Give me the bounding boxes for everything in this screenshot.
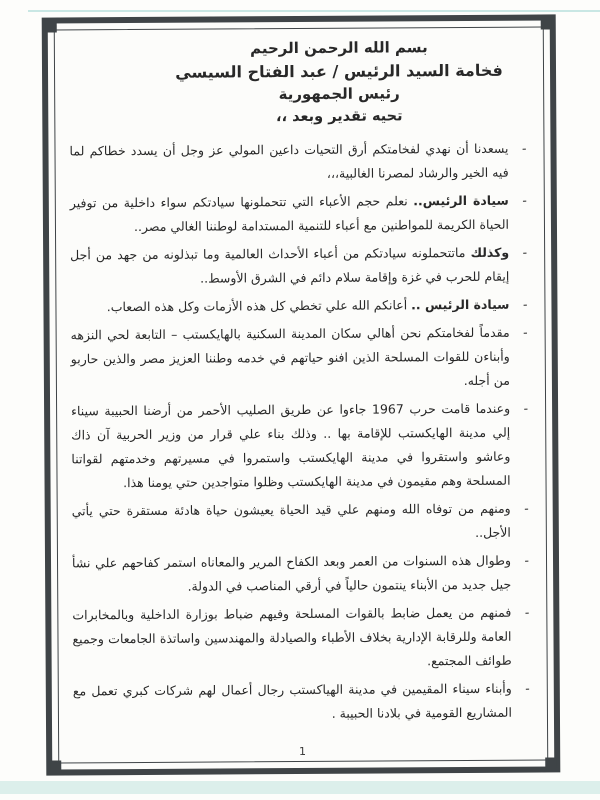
bullet-text: ومنهم من توفاه الله ومنهم علي قيد الحياة يعيشون حياة هادئة مستقرة حتي يأتي الأجل.. (71, 500, 511, 540)
salutation-line: تحيه تقدير وبعد ،، (275, 108, 403, 126)
bullet-dash: - (523, 400, 529, 416)
page-number: 1 (298, 744, 307, 759)
bullet-item (69, 137, 529, 188)
document-border-frame (42, 14, 561, 775)
bullet-text: يسعدنا أن نهدي لفخامتكم أرق التحيات داعين المولي عز وجل أن يسدد خطاكم لما فيه الخير والرشاد لمصرنا الغالبية،،، (69, 140, 509, 181)
bullet-item (72, 549, 532, 600)
letter-header (149, 32, 530, 130)
bullet-dash: - (522, 244, 528, 260)
bullet-text: ماتتحملونه سيادتكم من أعباء الأحداث العالمية وما تبذلونه من جهد من أجل إيقام للحرب في غزة وإقامة سلام دائم في الشرق الأوسط.. (70, 244, 510, 286)
bullet-dash: - (522, 296, 528, 312)
bullet-item (71, 321, 531, 396)
bullet-text: فمنهم من يعمل ضابط بالقوات المسلحة وفيهم ضباط بوزارة الداخلية وبالمخابرات العامة وللرقابة الإدارية بخلاف الأطباء والصيادلة والمهندسين واساتذة الجامعات وجميع طوائف المجتمع. (72, 604, 512, 669)
bullet-item (70, 241, 530, 292)
bullet-item (72, 601, 532, 676)
bullet-text: نعلم حجم الأعباء التي تتحملونها سيادتكم سواء داخلية من توفير الحياة الكريمة للمواطنين مع أعباء للتنمية المستدامة لوطننا الغالي مصر.. (69, 193, 510, 235)
letter-body (69, 137, 533, 728)
bullet-item (71, 397, 532, 496)
bullet-item (70, 293, 530, 320)
letter-content (69, 32, 533, 743)
bullet-dash: - (522, 192, 527, 208)
bullet-dash: - (521, 140, 527, 156)
bullet-dash: - (524, 552, 530, 568)
bullet-lead: سيادة الرئيس.. (413, 192, 509, 209)
scanner-artifact-top-line (28, 10, 600, 12)
document-inner-border (54, 27, 548, 764)
scanner-artifact-bottom-strip (0, 781, 600, 794)
bullet-text: وعندما قامت حرب 1967 جاءوا عن طريق الصليب الأحمر من أرضنا الحبيبة سيناء إلي مدينة الهايكستب للإقامة بها .. وذلك بناء علي قرار من وزير الحربية آن ذاك وعاشو واستقروا في مدينة الهايكستب واستمروا في مسيرتهم وخدمتهم لقواتنا المسلحة وهم مقيمون في مدينة الهايكستب وظلوا متواجدين حتي يومنا هذا. (71, 400, 511, 491)
bullet-dash: - (525, 680, 530, 696)
bullet-item (70, 189, 530, 240)
bullet-dash: - (524, 500, 529, 516)
bullet-text: أعانكم الله علي تخطي كل هذه الأزمات وكل هذه الصعاب. (106, 297, 412, 315)
addressee-title-line: رئيس الجمهورية (278, 84, 400, 104)
bullet-text: وطوال هذه السنوات من العمر وبعد الكفاح المرير والمعاناه استمر كفاحهم علي نشأ جيل جديد من الأبناء ينتمون حالياً في أرقي المناصب في الدولة. (71, 552, 512, 594)
bullet-dash: - (523, 324, 528, 340)
basmala-line: بسم الله الرحمن الرحيم (250, 38, 428, 58)
addressee-line: فخامة السيد الرئيس / عبد الفتاح السيسي (175, 60, 503, 82)
bullet-text: مقدماً لفخامتكم نحن أهالي سكان المدينة السكنية بالهايكستب – التابعة لحي النزهه وأبناءن للقوات المسلحة الذين افنو حياتهم في خدمه وطننا العزيز مصر والذين حاربو من أجله. (70, 324, 510, 389)
bullet-lead: سيادة الرئيس .. (411, 296, 510, 313)
bullet-item (72, 497, 532, 548)
bullet-lead: وكذلك (470, 244, 510, 260)
bullet-text: وأبناء سيناء المقيمين في مدينة الهياكستب رجال أعمال لهم شركات كبري تعمل مع المشاريع القومية في بلادنا الحبيبة . (72, 680, 512, 721)
bullet-item (73, 677, 533, 728)
bullet-dash: - (524, 604, 530, 620)
